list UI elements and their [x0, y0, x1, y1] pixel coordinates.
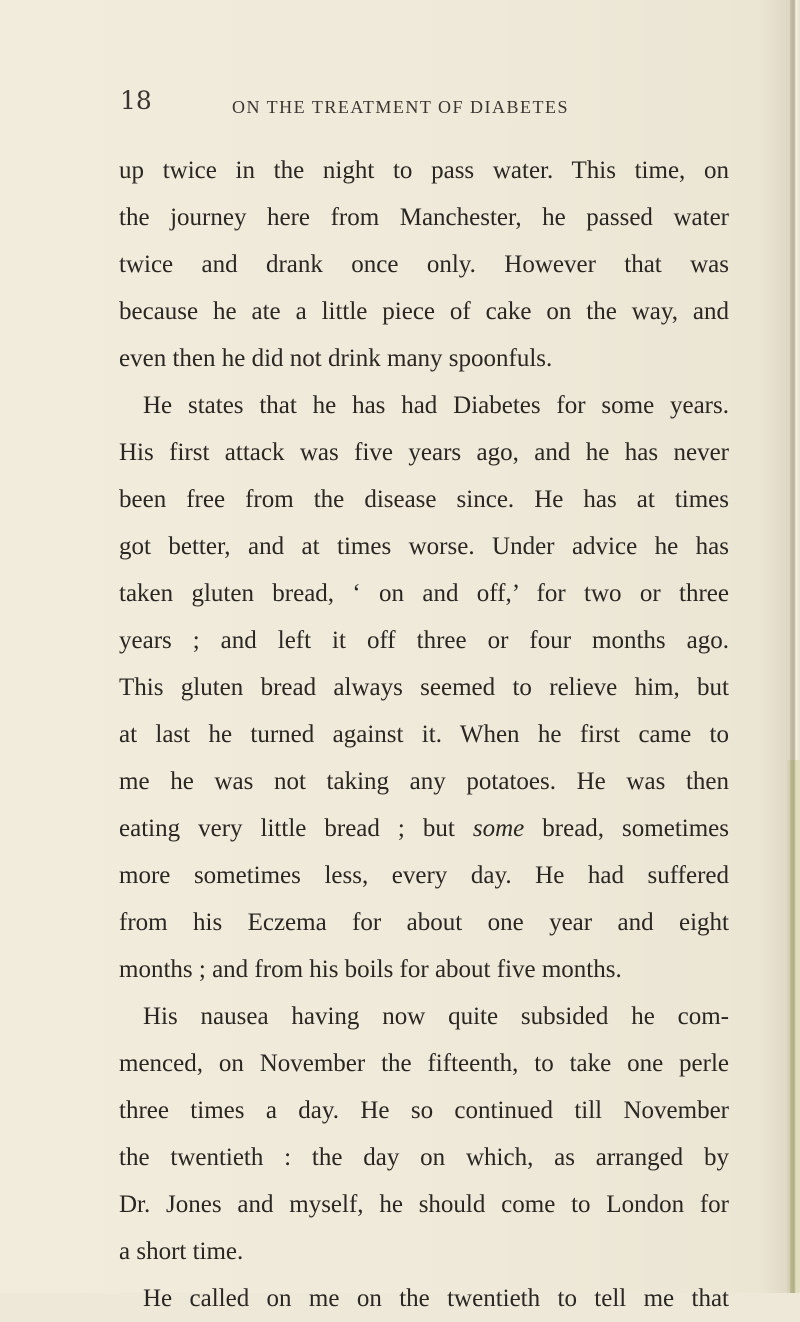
text-fragment: eating very little bread ; but [119, 815, 473, 842]
text-line: years ; and left it off three or four months ago. [119, 627, 729, 654]
text-line: the twentieth : the day on which, as arranged by [119, 1144, 729, 1171]
text-line: because he ate a little piece of cake on the way, and [119, 298, 729, 325]
text-line: the journey here from Manchester, he passed water [119, 204, 729, 231]
text-line: me he was not taking any potatoes. He was then [119, 768, 729, 795]
text-line: twice and drank once only. However that was [119, 251, 729, 278]
text-line: Dr. Jones and myself, he should come to London for [119, 1191, 729, 1218]
text-line: a short time. [119, 1238, 244, 1265]
text-fragment: bread, sometimes [524, 815, 729, 842]
text-line: His nausea having now quite subsided he com- [143, 1003, 729, 1030]
text-line: got better, and at times worse. Under advice he has [119, 533, 729, 560]
page-number: 18 [120, 86, 152, 115]
text-line: more sometimes less, every day. He had suffered [119, 862, 729, 889]
text-line: even then he did not drink many spoonfuls. [119, 345, 553, 372]
text-line: up twice in the night to pass water. This time, on [119, 157, 729, 184]
text-line: taken gluten bread, ‘ on and off,’ for two or three [119, 580, 729, 607]
running-head: ON THE TREATMENT OF DIABETES [232, 97, 570, 117]
text-line: three times a day. He so continued till November [119, 1097, 729, 1124]
page-header [120, 86, 720, 126]
text-line: He states that he has had Diabetes for some years. [143, 392, 729, 419]
text-line: His first attack was five years ago, and he has never [119, 439, 729, 466]
text-line: from his Eczema for about one year and eight [119, 909, 729, 936]
text-line: He called on me on the twentieth to tell me that [143, 1285, 729, 1312]
text-line: been free from the disease since. He has at times [119, 486, 729, 513]
text-line: at last he turned against it. When he first came to [119, 721, 729, 748]
body-text [119, 147, 729, 1322]
text-line-mixed [119, 805, 729, 852]
page-edge-stain [786, 760, 800, 1293]
text-line: This gluten bread always seemed to relieve him, but [119, 674, 729, 701]
italic-word: some [472, 815, 525, 842]
text-line: months ; and from his boils for about five months. [119, 956, 622, 983]
text-line: menced, on November the fifteenth, to take one perle [119, 1050, 729, 1077]
